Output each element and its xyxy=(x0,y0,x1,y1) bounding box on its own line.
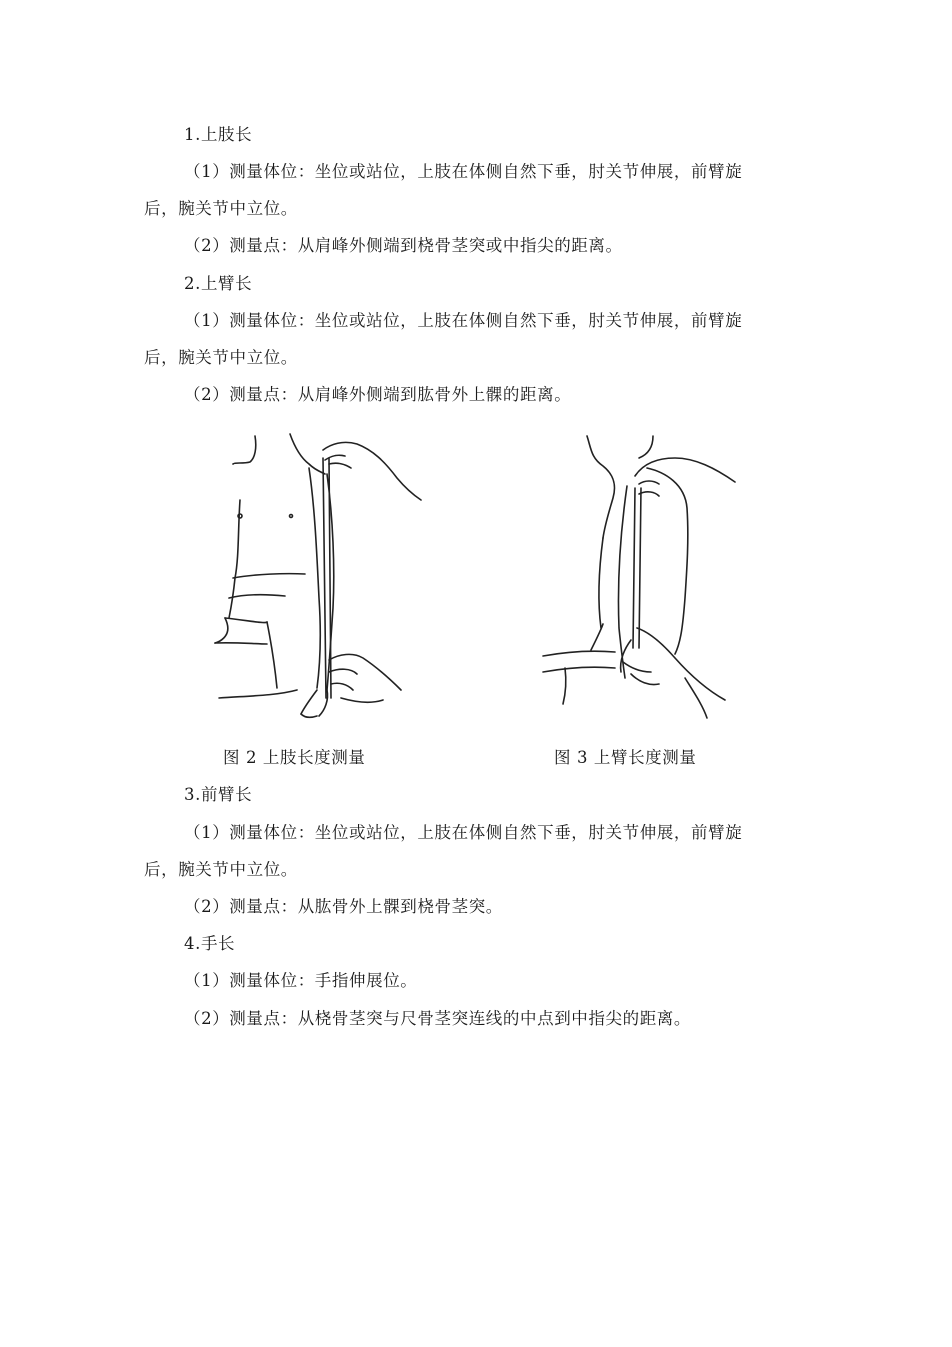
section-3-item-1-line-2: 后，腕关节中立位。 xyxy=(144,860,298,879)
section-1-item-1-line-1: （1）测量体位：坐位或站位，上肢在体侧自然下垂，肘关节伸展，前臂旋 xyxy=(184,162,743,181)
figure-3-caption: 图 3 上臂长度测量 xyxy=(554,748,697,767)
figure-3-illustration xyxy=(535,428,745,723)
section-2-heading: 2.上臂长 xyxy=(184,274,253,293)
section-3-item-2: （2）测量点：从肱骨外上髁到桡骨茎突。 xyxy=(184,897,503,916)
figure-2-illustration xyxy=(205,428,425,723)
section-2-item-2: （2）测量点：从肩峰外侧端到肱骨外上髁的距离。 xyxy=(184,385,572,404)
section-1-item-1-line-2: 后，腕关节中立位。 xyxy=(144,199,298,218)
section-1-item-2: （2）测量点：从肩峰外侧端到桡骨茎突或中指尖的距离。 xyxy=(184,236,623,255)
figure-2-caption: 图 2 上肢长度测量 xyxy=(223,748,366,767)
section-1-heading: 1.上肢长 xyxy=(184,125,253,144)
section-2-item-1-line-2: 后，腕关节中立位。 xyxy=(144,348,298,367)
section-3-item-1-line-1: （1）测量体位：坐位或站位，上肢在体侧自然下垂，肘关节伸展，前臂旋 xyxy=(184,823,743,842)
section-4-item-2: （2）测量点：从桡骨茎突与尺骨茎突连线的中点到中指尖的距离。 xyxy=(184,1009,691,1028)
section-3-heading: 3.前臂长 xyxy=(184,785,253,804)
section-2-item-1-line-1: （1）测量体位：坐位或站位，上肢在体侧自然下垂，肘关节伸展，前臂旋 xyxy=(184,311,743,330)
section-4-heading: 4.手长 xyxy=(184,934,236,953)
section-4-item-1: （1）测量体位：手指伸展位。 xyxy=(184,971,418,990)
